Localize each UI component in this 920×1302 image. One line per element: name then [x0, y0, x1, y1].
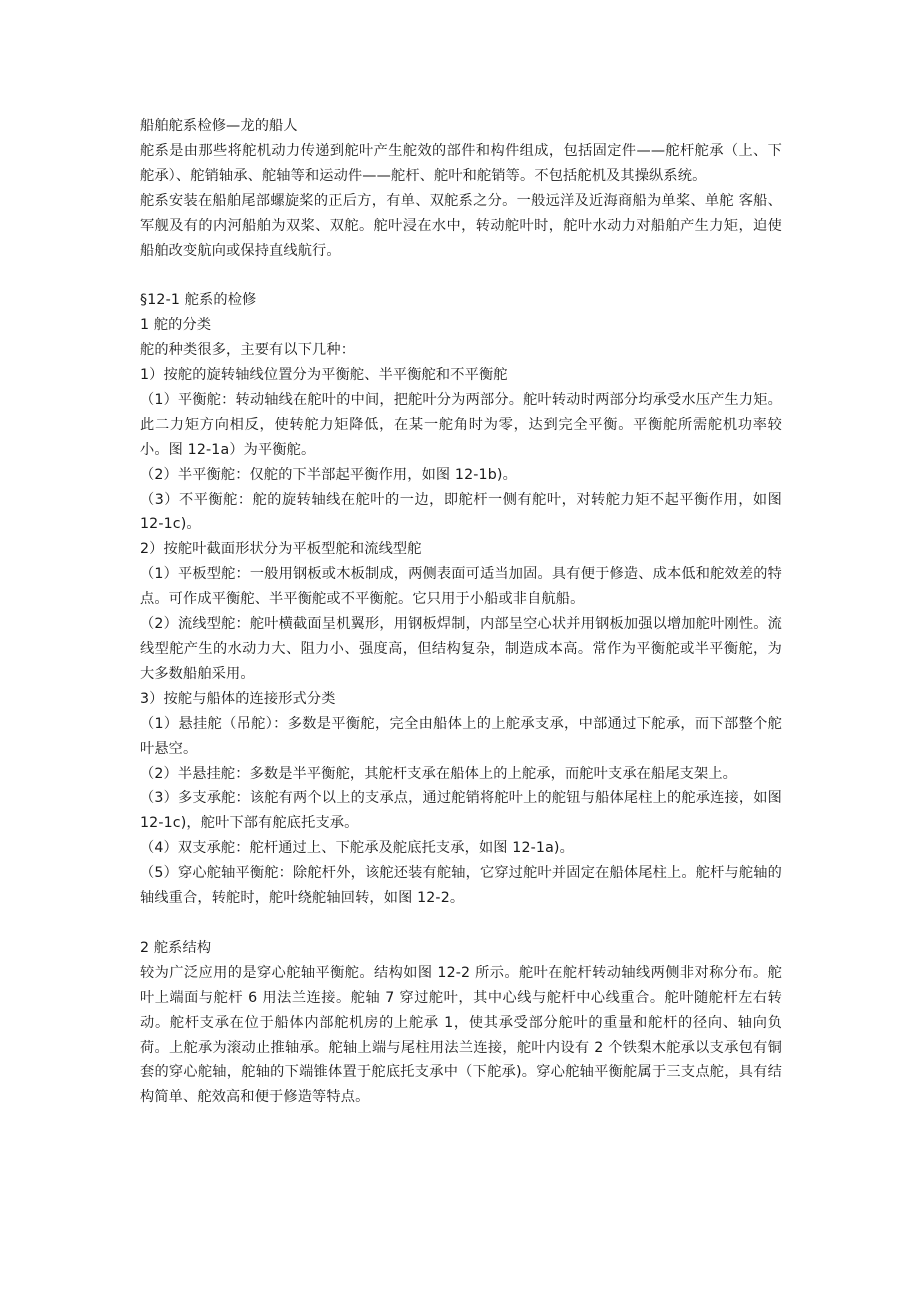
- paragraph-spacer: [140, 911, 782, 936]
- body-paragraph: 较为广泛应用的是穿心舵轴平衡舵。结构如图 12-2 所示。舵叶在舵杆转动轴线两侧非对称分布。舵叶上端面与舵杆 6 用法兰连接。舵轴 7 穿过舵叶，其中心线与舵杆中心线重合。舵叶随舵杆左右转动。舵杆支承在位于船体内部舵机房的上舵承 1，使其承受部分舵叶的重量和舵杆的径向、轴向负荷。上舵承为滚动止推轴承。舵轴上端与尾柱用法兰连接，舵叶内设有 2 个铁梨木舵承以支承包有铜套的穿心舵轴，舵轴的下端锥体置于舵底托支承中（下舵承)。穿心舵轴平衡舵属于三支点舵，具有结构简单、舵效高和便于修造等特点。: [140, 964, 782, 1106]
- intro-paragraph: 舵系是由那些将舵机动力传递到舵叶产生舵效的部件和构件组成，包括固定件——舵杆舵承（上、下舵承）、舵销轴承、舵轴等和运动件——舵杆、舵叶和舵销等。不包括舵机及其操纵系统。: [140, 142, 782, 184]
- body-paragraph: （1）平板型舵：一般用钢板或木板制成，两侧表面可适当加固。具有便于修造、成本低和舵效差的特点。可作成平衡舵、半平衡舵或不平衡舵。它只用于小船或非自航船。: [140, 566, 782, 608]
- body-paragraph: （1）平衡舵：转动轴线在舵叶的中间，把舵叶分为两部分。舵叶转动时两部分均承受水压产生力矩。此二力矩方向相反，使转舵力矩降低，在某一舵角时为零，达到完全平衡。平衡舵所需舵机功率较小。图 12-1a）为平衡舵。: [140, 391, 782, 458]
- category-heading: 1）按舵的旋转轴线位置分为平衡舵、半平衡舵和不平衡舵: [140, 367, 508, 384]
- subsection-heading: 1 舵的分类: [140, 317, 212, 334]
- section-heading: §12-1 舵系的检修: [140, 292, 257, 309]
- body-paragraph: （2）半平衡舵：仅舵的下半部起平衡作用，如图 12-1b)。: [140, 466, 517, 483]
- body-paragraph: （3）多支承舵：该舵有两个以上的支承点，通过舵销将舵叶上的舵钮与船体尾柱上的舵承连接，如图 12-1c)，舵叶下部有舵底托支承。: [140, 790, 782, 832]
- body-paragraph: （4）双支承舵：舵杆通过上、下舵承及舵底托支承，如图 12-1a)。: [140, 840, 574, 857]
- document-title: 船舶舵系检修—龙的船人: [140, 118, 298, 134]
- body-paragraph: （3）不平衡舵：舵的旋转轴线在舵叶的一边，即舵杆一侧有舵叶，对转舵力矩不起平衡作用，如图 12-1c)。: [140, 491, 782, 533]
- category-heading: 3）按舵与船体的连接形式分类: [140, 690, 336, 707]
- body-paragraph: （1）悬挂舵（吊舵）：多数是平衡舵，完全由船体上的上舵承支承，中部通过下舵承，而下部整个舵叶悬空。: [140, 715, 782, 757]
- body-paragraph: （5）穿心舵轴平衡舵：除舵杆外，该舵还装有舵轴，它穿过舵叶并固定在船体尾柱上。舵杆与舵轴的轴线重合，转舵时，舵叶绕舵轴回转，如图 12-2。: [140, 865, 782, 907]
- intro-paragraph: 舵系安装在船舶尾部螺旋桨的正后方，有单、双舵系之分。一般远洋及近海商船为单桨、单舵 客船、军舰及有的内河船舶为双桨、双舵。舵叶浸在水中，转动舵叶时，舵叶水动力对船舶产生力矩，迫使船舶改变航向或保持直线航行。: [140, 192, 782, 259]
- subsection-heading: 2 舵系结构: [140, 939, 212, 956]
- paragraph-spacer: [140, 263, 782, 288]
- body-paragraph: （2）流线型舵：舵叶横截面呈机翼形，用钢板焊制，内部呈空心状并用钢板加强以增加舵叶刚性。流线型舵产生的水动力大、阻力小、强度高，但结构复杂，制造成本高。常作为平衡舵或半平衡舵，为大多数船舶采用。: [140, 616, 782, 682]
- category-heading: 2）按舵叶截面形状分为平板型舵和流线型舵: [140, 541, 422, 558]
- body-paragraph: 舵的种类很多，主要有以下几种：: [140, 342, 356, 359]
- document-body: [140, 114, 782, 1110]
- body-paragraph: （2）半悬挂舵：多数是半平衡舵，其舵杆支承在船体上的上舵承，而舵叶支承在船尾支架上。: [140, 765, 738, 782]
